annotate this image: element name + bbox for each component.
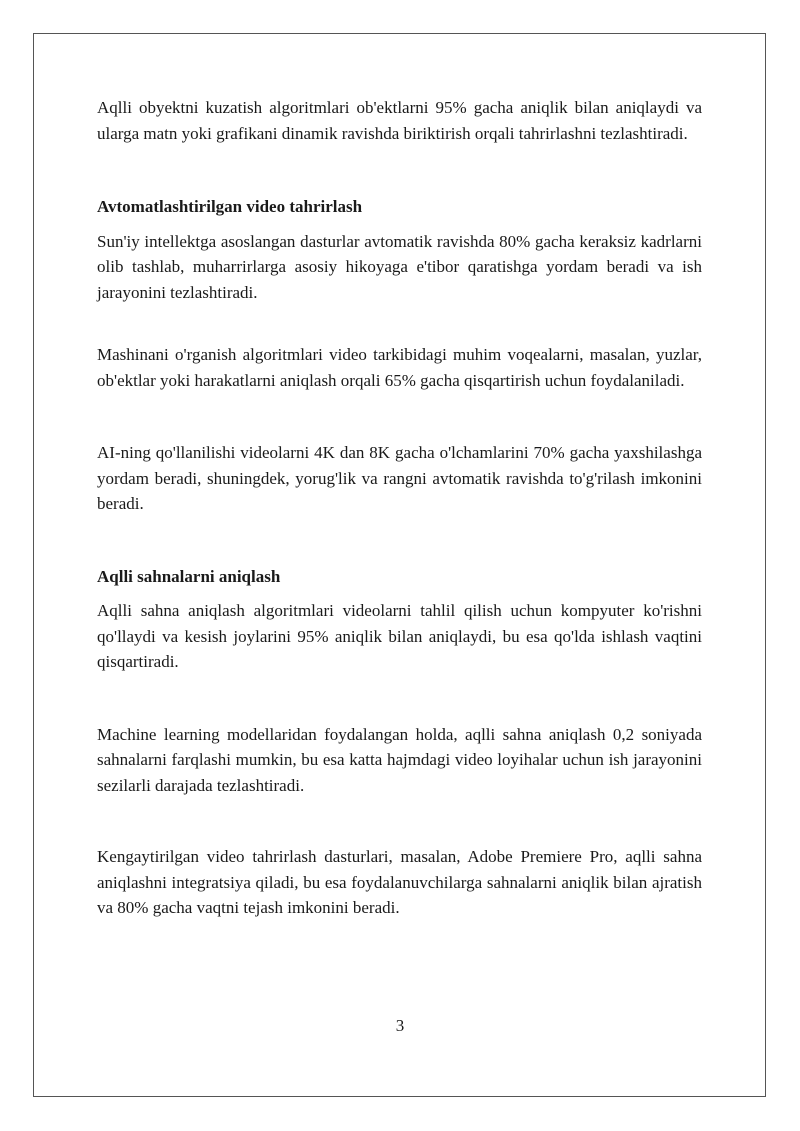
paragraph-ml-scene-detection: Machine learning modellaridan foydalangan holda, aqlli sahna aniqlash 0,2 soniyada sahnalarni farqlashi mumkin, bu esa katta hajmdagi video loyihalar uchun ish jarayonini sezilarli darajada tezlashtiradi. [97,724,702,795]
paragraph-object-tracking: Aqlli obyektni kuzatish algoritmlari ob'ektlarni 95% gacha aniqlik bilan aniqlaydi va ularga matn yoki grafikani dinamik ravishda biriktirish orqali tahrirlashni tezlashtiradi. [97,98,702,143]
paragraph-ml-event-detection: Mashinani o'rganish algoritmlari video tarkibidagi muhim voqealarni, masalan, yuzlar, ob'ektlar yoki harakatlarni aniqlash orqali 65% gacha qisqartirish uchun foydalaniladi. [97,345,702,390]
paragraph-advanced-editing-software: Kengaytirilgan video tahrirlash dasturlari, masalan, Adobe Premiere Pro, aqlli sahna aniqlashni integratsiya qiladi, bu esa foydalanuvchilarga sahnalarni aniqlik bilan ajratish va 80% gacha vaqtni tejash imkonini beradi. [97,847,702,917]
page-content [97,95,702,921]
heading-automated-video-editing: Avtomatlashtirilgan video tahrirlash [97,197,363,216]
paragraph-ai-upscaling: AI-ning qo'llanilishi videolarni 4K dan 8K gacha o'lchamlarini 70% gacha yaxshilashga yordam beradi, shuningdek, yorug'lik va rangni avtomatik ravishda to'g'rilash imkonini beradi. [97,443,702,513]
page-number: 3 [395,1016,405,1035]
paragraph-scene-detection-algorithms: Aqlli sahna aniqlash algoritmlari videolarni tahlil qilish uchun kompyuter ko'rishni qo'llaydi va kesish joylarini 95% aniqlik bilan aniqlaydi, bu esa qo'lda ishlash vaqtini qisqartiradi. [97,601,702,671]
paragraph-ai-frame-removal: Sun'iy intellektga asoslangan dasturlar avtomatik ravishda 80% gacha keraksiz kadrlarni olib tashlab, muharrirlarga asosiy hikoyaga e'tibor qaratishga yordam beradi va ish jarayonini tezlashtiradi. [97,231,702,302]
heading-smart-scene-detection: Aqlli sahnalarni aniqlash [97,566,281,586]
